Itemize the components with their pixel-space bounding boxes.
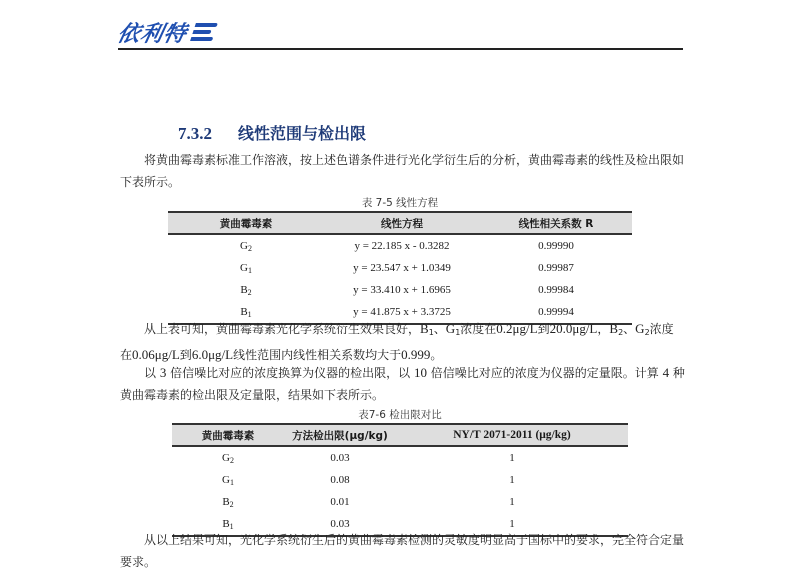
toxin-name: B [609,321,619,336]
logo-text: 依利特 [114,21,190,47]
toxin-name: G [240,261,248,274]
toxin-name: B [222,517,230,530]
method-lod-cell: 0.08 [330,474,350,486]
toxin-cell [172,491,284,513]
column-header-standard [396,424,628,446]
table2-caption: 表7-6 检出限对比 [358,409,442,421]
number-value: 3 [159,365,167,380]
toxin-cell [172,469,284,491]
concentration-value: 20.0μg/L [549,321,598,336]
linearity-paragraph [120,318,685,366]
section-heading [178,121,366,144]
table-row [168,234,632,257]
concentration-value: 6.0μg/L [191,347,234,362]
correlation-cell: 0.99994 [480,301,632,324]
table1-caption: 表 7-5 线性方程 [361,197,439,209]
table-row [168,279,632,301]
toxin-name: B [222,495,230,508]
text-run: 倍信噪比对应的浓度为仪器的定量限。计算 [426,366,663,380]
column-header-equation: 线性方程 [324,212,480,234]
toxin-subscript: 1 [455,328,461,337]
toxin-cell [168,279,324,301]
method-lod-cell: 0.03 [284,513,396,536]
header-divider [118,48,683,50]
text-run: ， [597,322,610,336]
standard-cell: 1 [396,513,628,536]
table-header-row [168,212,632,234]
text-run: 到 [179,348,192,362]
intro-paragraph: 将黄曲霉毒素标准工作溶液，按上述色谱条件进行光化学衍生后的分析，黄曲霉毒素的线性及检出限如下表所示。 [120,153,685,189]
concentration-value: 0.2μg/L [496,321,538,336]
conclusion-paragraph: 从以上结果可知，光化学系统衍生后的黄曲霉毒素检测的灵敏度明显高于国标中的要求，完全符合定量要求。 [120,533,685,569]
toxin-subscript: 1 [229,521,234,531]
toxin-subscript: 1 [428,328,434,337]
standard-cell: 1 [509,474,515,486]
toxin-name: G [222,473,230,486]
text-run: 、 [433,322,446,336]
column-header-method-lod: 方法检出限(μg/kg) [284,424,396,446]
column-header-correlation-label: 线性相关系数 R [518,217,594,230]
text-run: 浓度在 [120,322,674,362]
method-lod-cell: 0.03 [330,452,350,464]
toxin-subscript: 1 [229,477,234,487]
linear-equation-table [168,211,632,325]
method-lod-cell: 0.01 [330,496,350,508]
column-header-toxin: 黄曲霉毒素 [168,212,324,234]
toxin-name: B [420,321,429,336]
equation-cell: y = 33.410 x + 1.6965 [353,284,451,296]
text-run: 到 [537,322,550,336]
table-row [172,491,628,513]
correlation-cell: 0.99987 [538,262,574,274]
text-run: 从上表可知，黄曲霉毒素光化学系统衍生效果良好， [144,322,421,336]
number-value: 10 [413,365,427,380]
toxin-cell [172,446,284,469]
table-row [168,257,632,279]
text-run: 倍信噪比对应的浓度换算为仪器的检出限，以 [166,366,414,380]
text-run: 、 [623,322,636,336]
company-logo [114,18,215,47]
text-run: 浓度在 [460,322,497,336]
toxin-name: B [240,305,248,318]
correlation-cell: 0.99990 [538,240,574,252]
equation-cell: y = 23.547 x + 1.0349 [353,262,451,274]
toxin-subscript: 2 [229,499,234,509]
equation-cell: y = 41.875 x + 3.3725 [324,301,480,324]
standard-cell: 1 [509,452,515,464]
correlation-cell: 0.99984 [538,284,574,296]
toxin-cell [168,257,324,279]
column-header-correlation [480,212,632,234]
section-title: 线性范围与检出限 [238,124,367,143]
detection-limit-paragraph [120,362,685,406]
toxin-subscript: 2 [247,287,252,297]
text-run: 线性范围内线性相关系数均大于 [233,348,402,362]
column-header-standard-label: NY/T 2071-2011 (μg/kg) [453,429,571,441]
column-header-toxin: 黄曲霉毒素 [172,424,284,446]
toxin-subscript: 1 [247,309,252,319]
table-row [172,469,628,491]
text-run: 。 [430,348,443,362]
toxin-subscript: 2 [229,455,234,465]
number-value: 4 [662,365,670,380]
toxin-subscript: 2 [247,243,252,253]
section-number: 7.3.2 [178,124,212,143]
concentration-value: 0.06μg/L [132,347,180,362]
toxin-subscript: 1 [247,265,252,275]
standard-cell: 1 [509,496,515,508]
table-header-row [172,424,628,446]
toxin-name: G [240,239,248,252]
three-bars-logo-icon [190,23,218,41]
toxin-name: G [445,321,456,336]
text-run: 以 [144,366,160,380]
detection-limit-table [172,423,628,537]
toxin-name: G [222,451,230,464]
toxin-name: G [635,321,645,336]
toxin-subscript: 2 [644,328,650,337]
equation-cell: y = 22.185 x - 0.3282 [354,240,450,252]
toxin-name: B [240,283,248,296]
threshold-value: 0.999 [401,347,431,362]
toxin-subscript: 2 [618,328,624,337]
toxin-cell [168,234,324,257]
text-run: 种黄曲霉毒素的检出限及定量限，结果如下表所示。 [120,366,685,402]
table-row [172,446,628,469]
